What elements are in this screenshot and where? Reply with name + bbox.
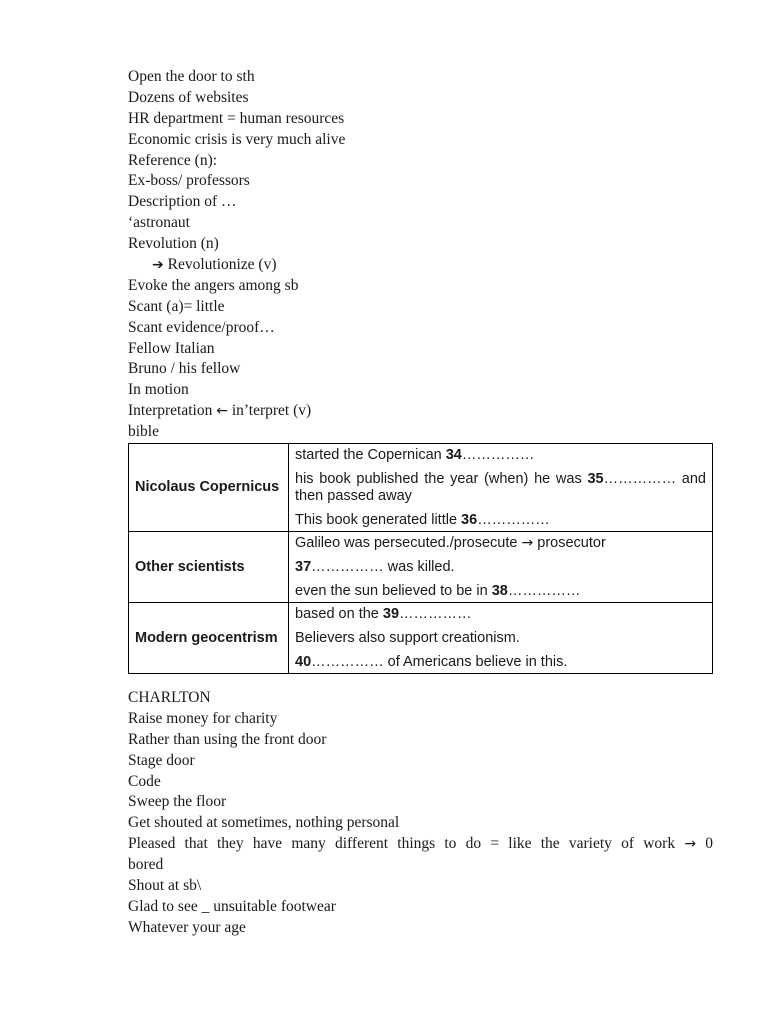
right-arrow-icon: → — [684, 836, 697, 853]
note-line: bored — [128, 856, 164, 874]
question-number: 37 — [295, 559, 312, 576]
note-line: Open the door to sth — [128, 68, 255, 85]
table-item — [295, 447, 706, 464]
blank-dots: …………… was killed. — [311, 559, 455, 576]
item-text: Galileo was persecuted./prosecute — [295, 535, 522, 552]
interpretation-verb: in’terpret (v) — [231, 402, 312, 420]
pleased-tail: 0 — [705, 835, 713, 853]
question-number: 34 — [445, 447, 462, 464]
revolutionize-line — [128, 255, 713, 276]
section-heading: CHARLTON — [128, 689, 211, 707]
topic-cell: Nicolaus Copernicus — [129, 444, 289, 532]
note-line: HR department = human resources — [128, 109, 345, 127]
notes-bottom — [128, 688, 713, 939]
note-line: Get shouted at sometimes, nothing personal — [128, 814, 400, 832]
vocab-table — [128, 443, 713, 674]
item-text: even the sun believed to be in — [295, 583, 492, 600]
item-text: This book generated little — [295, 512, 462, 529]
table-row — [129, 603, 713, 674]
items-cell — [289, 444, 713, 532]
table-item — [295, 512, 706, 529]
question-number: 36 — [461, 512, 478, 529]
table-item — [295, 471, 706, 505]
note-line: Ex-boss/ professors — [128, 172, 250, 190]
blank-dots: …………… — [399, 606, 472, 623]
blank-dots: …………… and then passed away — [295, 471, 706, 505]
note-line: Fellow Italian — [128, 339, 215, 357]
blank-dots: …………… — [477, 512, 550, 529]
note-line: Stage door — [128, 751, 195, 769]
blank-dots: …………… — [461, 447, 535, 464]
blank-dots: …………… — [507, 583, 581, 600]
table-item — [295, 535, 706, 552]
note-line: Description of … — [128, 193, 237, 211]
note-line: Reference (n): — [128, 151, 218, 169]
question-number: 38 — [491, 583, 508, 600]
note-line: Scant evidence/proof… — [128, 318, 275, 336]
table-row — [129, 532, 713, 603]
right-arrow-icon: ➔ — [152, 257, 164, 274]
note-line: Economic crisis is very much alive — [128, 130, 346, 148]
table-item — [295, 583, 706, 600]
items-cell — [289, 532, 713, 603]
note-line: Raise money for charity — [128, 709, 278, 727]
item-text: started the Copernican — [295, 447, 446, 464]
notes-top — [128, 67, 713, 443]
item-text: based on the — [295, 606, 383, 623]
note-line: Code — [128, 772, 161, 790]
note-line: Bruno / his fellow — [128, 360, 241, 378]
note-line: Rather than using the front door — [128, 730, 327, 748]
note-line: Evoke the angers among sb — [128, 276, 299, 294]
item-text: Believers also support creationism. — [295, 630, 520, 647]
note-line: bible — [128, 423, 159, 441]
pleased-line — [128, 834, 713, 855]
note-line: Dozens of websites — [128, 88, 249, 106]
question-number: 40 — [295, 654, 312, 671]
note-line: In motion — [128, 381, 189, 399]
question-number: 39 — [382, 606, 400, 623]
revolutionize-text: Revolutionize (v) — [167, 256, 277, 274]
item-text: his book published the year (when) he was — [295, 471, 588, 488]
topic-cell: Modern geocentrism — [129, 603, 289, 674]
note-line: Whatever your age — [128, 918, 246, 936]
note-line: Shout at sb\ — [128, 877, 202, 895]
table-item — [295, 630, 706, 647]
table-item — [295, 606, 706, 623]
question-number: 35 — [587, 471, 604, 488]
items-cell — [289, 603, 713, 674]
right-arrow-icon: → — [521, 535, 534, 552]
document-page — [128, 67, 713, 939]
table-row — [129, 444, 713, 532]
note-line: Glad to see _ unsuitable footwear — [128, 897, 336, 915]
topic-cell: Other scientists — [129, 532, 289, 603]
note-line: ‘astronaut — [128, 214, 190, 232]
interpretation-line — [128, 401, 713, 422]
note-line: Revolution (n) — [128, 235, 219, 253]
interpretation-noun: Interpretation — [128, 402, 213, 420]
table-item — [295, 559, 706, 576]
pleased-text: Pleased that they have many different things to do = like the variety of work — [128, 835, 676, 853]
note-line: Scant (a)= little — [128, 297, 225, 315]
note-line: Sweep the floor — [128, 793, 227, 811]
left-arrow-icon: ← — [216, 403, 228, 420]
blank-dots: …………… of Americans believe in this. — [311, 654, 568, 671]
spacer — [128, 674, 713, 688]
table-item — [295, 654, 706, 671]
item-text: prosecutor — [533, 535, 606, 552]
